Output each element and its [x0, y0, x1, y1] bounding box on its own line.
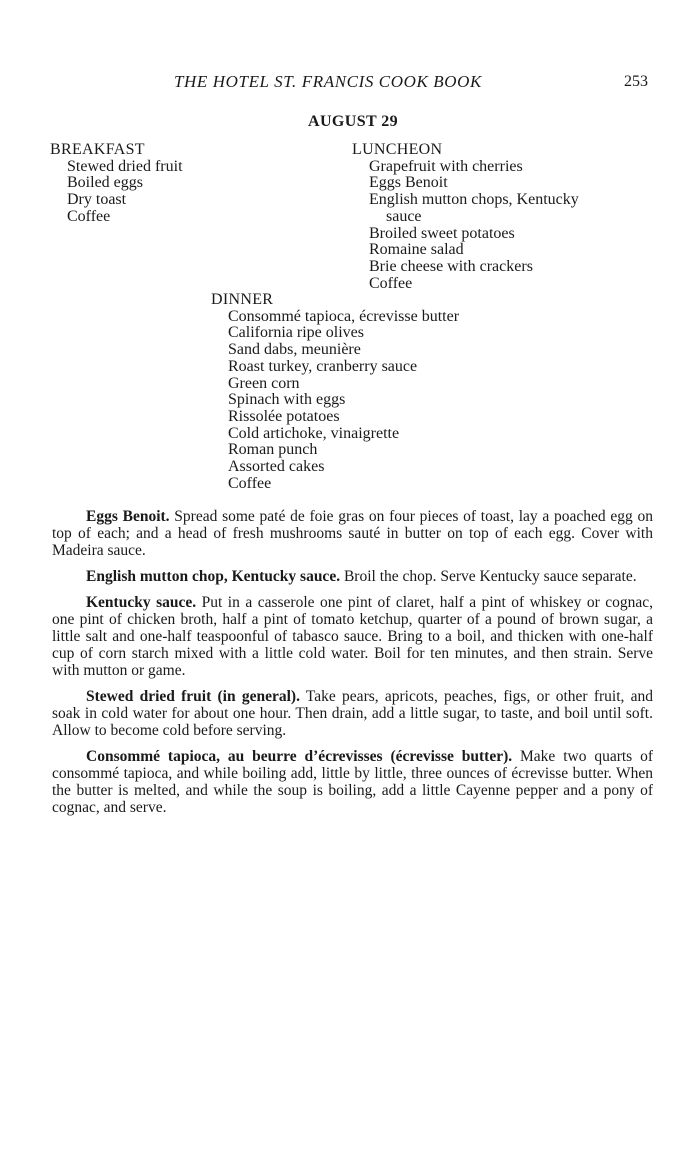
- menu-item: Eggs Benoit: [369, 174, 448, 192]
- running-head: [0, 72, 700, 94]
- menu-item: Coffee: [67, 207, 111, 225]
- menu-item: Broiled sweet potatoes: [369, 224, 515, 242]
- recipe-title: Stewed dried fruit (in general).: [86, 688, 300, 705]
- menu-item: Romaine salad: [369, 241, 464, 259]
- running-title: THE HOTEL ST. FRANCIS COOK BOOK: [174, 72, 482, 91]
- menu-item: Roman punch: [228, 441, 318, 459]
- recipe-mutton-chop: [52, 568, 653, 585]
- menu-item: Roast turkey, cranberry sauce: [228, 357, 418, 375]
- menu-item: Grapefruit with cherries: [369, 157, 523, 175]
- recipe-section: [52, 508, 653, 825]
- breakfast-heading: BREAKFAST: [50, 141, 145, 158]
- recipe-title: Consommé tapioca, au beurre d’écrevisses (écrevisse butter).: [86, 748, 513, 765]
- menu-item: California ripe olives: [228, 324, 364, 342]
- recipe-title: English mutton chop, Kentucky sauce.: [86, 568, 341, 585]
- luncheon-items: [352, 159, 652, 293]
- menu-item: Coffee: [369, 274, 413, 292]
- date-heading: AUGUST 29: [308, 113, 398, 130]
- recipe-stewed-fruit: [52, 688, 653, 739]
- recipe-text: Put in a casserole one pint of claret, half a pint of whiskey or cognac, one pint of chicken broth, half a pint of tomato ketchup, quarter of a pound of brown sugar, a little salt and one-half teaspoonful of tabasco sauce. Bring to a boil, and thicken with one-half cup of corn starch mixed with a little cold water. Boil for ten minutes, and then strain. Serve with mutton or game.: [52, 594, 654, 679]
- menu-item: English mutton chops, Kentucky: [369, 191, 579, 209]
- dinner-menu: [211, 292, 459, 492]
- menu-item: Stewed dried fruit: [67, 157, 183, 175]
- recipe-title: Kentucky sauce.: [86, 594, 197, 611]
- recipe-text: Make two quarts of consommé tapioca, and while boiling add, little by little, three ounces of écrevisse butter. When the butter is melted, and while the soup is boiling, add a little Cayenne pepper and a pony of cognac, and serve.: [52, 748, 654, 816]
- breakfast-menu: [50, 142, 183, 226]
- menu-item: Dry toast: [67, 191, 127, 209]
- menu-item-continuation-text: sauce: [386, 207, 422, 225]
- menu-item: Sand dabs, meunière: [228, 341, 361, 359]
- dinner-heading: DINNER: [211, 291, 274, 308]
- menu-item: Consommé tapioca, écrevisse butter: [228, 307, 460, 325]
- menu-item: Brie cheese with crackers: [369, 257, 533, 275]
- menu-item: Spinach with eggs: [228, 391, 346, 409]
- recipe-consomme-tapioca: [52, 748, 653, 816]
- recipe-title: Eggs Benoit.: [86, 508, 170, 525]
- recipe-text: Spread some paté de foie gras on four pieces of toast, lay a poached egg on top of each; and a head of fresh mushrooms sauté in butter on top of each egg. Cover with Madeira sauce.: [52, 508, 653, 559]
- menu-item: Boiled eggs: [67, 174, 143, 192]
- menu-item-continuation: [369, 209, 652, 226]
- menu-item: Coffee: [228, 474, 272, 492]
- recipe-text: Broil the chop. Serve Kentucky sauce separate.: [343, 568, 637, 585]
- menu-item: Cold artichoke, vinaigrette: [228, 424, 400, 442]
- menu-item: Assorted cakes: [228, 458, 325, 476]
- breakfast-items: [50, 159, 183, 226]
- recipe-eggs-benoit: [52, 508, 653, 559]
- page-number: 253: [624, 73, 648, 90]
- luncheon-heading: LUNCHEON: [352, 141, 443, 158]
- dinner-items: [211, 309, 459, 493]
- recipe-text: Take pears, apricots, peaches, figs, or other fruit, and soak in cold water for about one hour. Then drain, add a little sugar, to taste, and boil until soft. Allow to become cold before serving.: [52, 688, 653, 739]
- luncheon-menu: [352, 142, 652, 292]
- menu-item: Rissolée potatoes: [228, 407, 340, 425]
- recipe-kentucky-sauce: [52, 594, 653, 679]
- menu-item: Green corn: [228, 374, 300, 392]
